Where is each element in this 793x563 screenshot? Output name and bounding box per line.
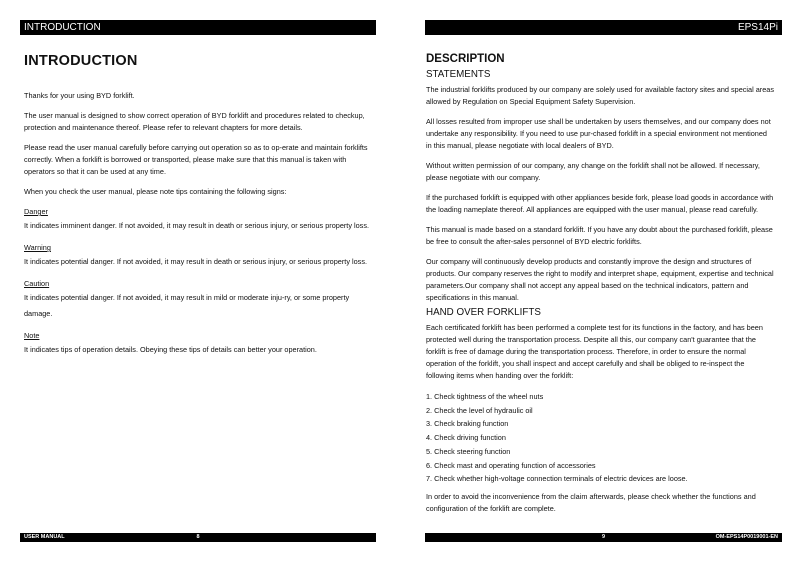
- statement-paragraph: Without written permission of our company, any change on the forklift shall not be allowed. If necessary, please negotiate with our company.: [426, 161, 760, 182]
- checklist-item: 5. Check steering function: [426, 446, 511, 456]
- statement-paragraph: If the purchased forklift is equipped with other appliances beside fork, please load goods in accordance with the loading nameplate thereof. All appliances are equipped with the user manual, please read carefully.: [426, 193, 774, 214]
- right-page: [408, 0, 793, 563]
- right-header-bar: EPS14Pi: [425, 20, 782, 35]
- sign-text-caution: It indicates potential danger. If not avoided, it may result in mild or moderate inju-ry, or some property damage.: [24, 293, 350, 318]
- description-content: [426, 51, 774, 523]
- sign-title-warning: Warning: [24, 243, 51, 252]
- checklist-item: 4. Check driving function: [426, 433, 506, 443]
- sign-title-note: Note: [24, 331, 40, 340]
- intro-content: [24, 90, 369, 366]
- handover-intro: Each certificated forklift has been performed a complete test for its functions in the factory, and has been protected well during the transportation process. Despite all this, our company can't guarantee that the forklift is free of damage during the transportation process. Therefore, in order to ensure the normal operation of the forklift, you shall inspect and accept carefully and shall be obliged to re-inspect the following items when handing over the forklift:: [426, 323, 763, 380]
- sign-title-caution: Caution: [24, 279, 50, 288]
- statement-paragraph: The industrial forklifts produced by our company are solely used for available factory sites and special areas allowed by Regulation on Special Equipment Safety Supervision.: [426, 85, 774, 106]
- section-title-statements: STATEMENTS: [426, 69, 491, 80]
- left-page: [0, 0, 386, 563]
- right-footer-bar: [425, 533, 782, 542]
- left-header-bar: INTRODUCTION: [20, 20, 376, 35]
- page-number: 9: [601, 534, 606, 540]
- section-title-handover: HAND OVER FORKLIFTS: [426, 307, 541, 318]
- sign-text-note: It indicates tips of operation details. Obeying these tips of details can better your operation.: [24, 345, 317, 354]
- checklist-item: 2. Check the level of hydraulic oil: [426, 405, 533, 415]
- intro-paragraph: When you check the user manual, please note tips containing the following signs:: [24, 187, 287, 196]
- checklist: [426, 390, 774, 486]
- checklist-item: 1. Check tightness of the wheel nuts: [426, 392, 544, 401]
- checklist-item: 3. Check braking function: [426, 419, 509, 429]
- sign-text-danger: It indicates imminent danger. If not avoided, it may result in death or serious injury, or serious property loss.: [24, 221, 370, 230]
- intro-paragraph: Please read the user manual carefully before carrying out operation so as to op-erate and maintain forklifts correctly. When a forklift is borrowed or transported, please make sure that this manual is taken with operators so that it can be used at any time.: [24, 143, 368, 176]
- page-number: 8: [196, 534, 200, 540]
- sign-text-warning: It indicates potential danger. If not avoided, it may result in death or serious injury, or serious property loss.: [24, 257, 367, 266]
- statement-paragraph: Our company will continuously develop products and constantly improve the design and structures of products. Our company reserves the right to modify and interpret shape, equipment, expertise and technical parameters.Our company shall not accept any appeal based on the technical indicators, pattern and specifications in this manual.: [426, 257, 774, 302]
- footer-manual-label: USER MANUAL: [24, 534, 65, 540]
- closing-paragraph: In order to avoid the inconvenience from the claim afterwards, please check whether the functions and configuration of the forklift are complete.: [426, 491, 756, 513]
- page-title: INTRODUCTION: [24, 53, 138, 69]
- statement-paragraph: This manual is made based on a standard forklift. If you have any doubt about the purchased forklift, please be free to consult the after-sales personnel of BYD electric forklifts.: [426, 225, 773, 246]
- left-footer-bar: [20, 533, 376, 542]
- checklist-item: 7. Check whether high-voltage connection terminals of electric devices are loose.: [426, 474, 688, 484]
- checklist-item: 6. Check mast and operating function of accessories: [426, 460, 596, 470]
- sign-title-danger: Danger: [24, 207, 48, 216]
- footer-document-code: OM-EPS14P0019001-EN: [715, 534, 778, 540]
- intro-paragraph: Thanks for your using BYD forklift.: [24, 91, 135, 100]
- section-title-description: DESCRIPTION: [426, 53, 505, 65]
- statement-paragraph: All losses resulted from improper use shall be undertaken by users themselves, and our company does not undertake any responsibility. If you need to use pur-chased forklift in a special environment not mentioned in this manual, please negotiate with local dealers of BYD.: [426, 117, 771, 150]
- intro-paragraph: The user manual is designed to show correct operation of BYD forklift and procedures related to checkup, protection and maintenance thereof. Please refer to relevant chapters for more details.: [24, 111, 365, 132]
